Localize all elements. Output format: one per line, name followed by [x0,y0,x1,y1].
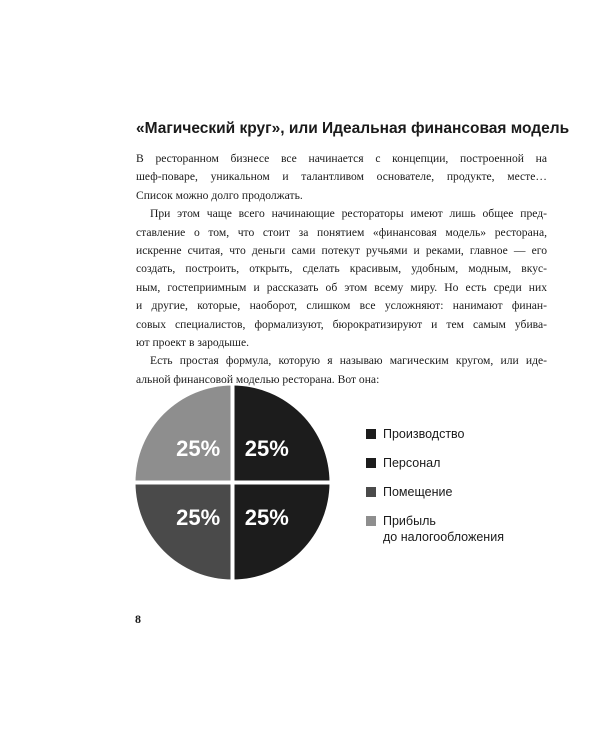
legend-label: Помещение [383,485,453,499]
page-number: 8 [135,612,141,626]
legend-item [366,426,504,442]
pie-dividers [135,385,331,581]
legend-item [366,455,504,471]
section-heading: «Магический круг», или Идеальная финансовая модель [136,120,570,137]
text-line: шеф-поваре, уникальном и талантливом основателе, продукте, месте… [136,170,547,184]
legend-item [366,484,504,500]
pie-slice-label: 25% [244,504,289,530]
pie-slice [136,386,233,483]
text-line: совых специалистов, формализуют, бюрократизируют и тем самым убива- [136,317,547,331]
legend-label: Персонал [383,456,441,470]
text-line: ставление о том, что стоит за понятием «финансовая модель» ресторана, [136,225,547,239]
legend-swatch [366,516,376,526]
text-line: искренне считая, что деньги сами потекут ручьями и реками, главное — его [136,244,547,258]
legend-swatch [366,429,376,439]
legend-swatch [366,458,376,468]
text-line: При этом чаще всего начинающие рестораторы имеют лишь общее пред- [150,207,547,221]
pie-slice [233,483,330,580]
pie-slice [136,483,233,580]
text-line: ют проект в зародыше. [136,336,250,350]
pie-chart [130,380,335,585]
paragraph [136,150,547,205]
legend-label: до налогообложения [383,530,504,544]
chart-legend [366,426,504,558]
pie-slice-label: 25% [176,504,221,530]
text-line: В ресторанном бизнесе все начинается с концепции, построенной на [136,152,547,165]
pie-slice-label: 25% [176,436,221,462]
text-line: ным, гостеприимным и рассказать об этом всему миру. Но есть среди них [136,280,547,294]
legend-label: Прибыль [383,514,436,528]
body-text [136,150,547,389]
text-line: создать, построить, открыть, сделать красивым, удобным, модным, вкус- [136,262,547,276]
pie-slice-label: 25% [244,436,289,462]
legend-item [366,513,504,545]
text-line: и другие, которые, наоборот, слишком все усложняют: нанимают финан- [136,299,547,313]
text-line: Есть простая формула, которую я называю магическим кругом, или иде- [150,354,547,368]
pie-slice [233,386,330,483]
legend-label: Производство [383,427,465,441]
legend-swatch [366,487,376,497]
text-line: Список можно долго продолжать. [136,188,303,202]
text-line: альной финансовой моделью ресторана. Вот она: [136,372,380,386]
paragraph [136,205,547,352]
